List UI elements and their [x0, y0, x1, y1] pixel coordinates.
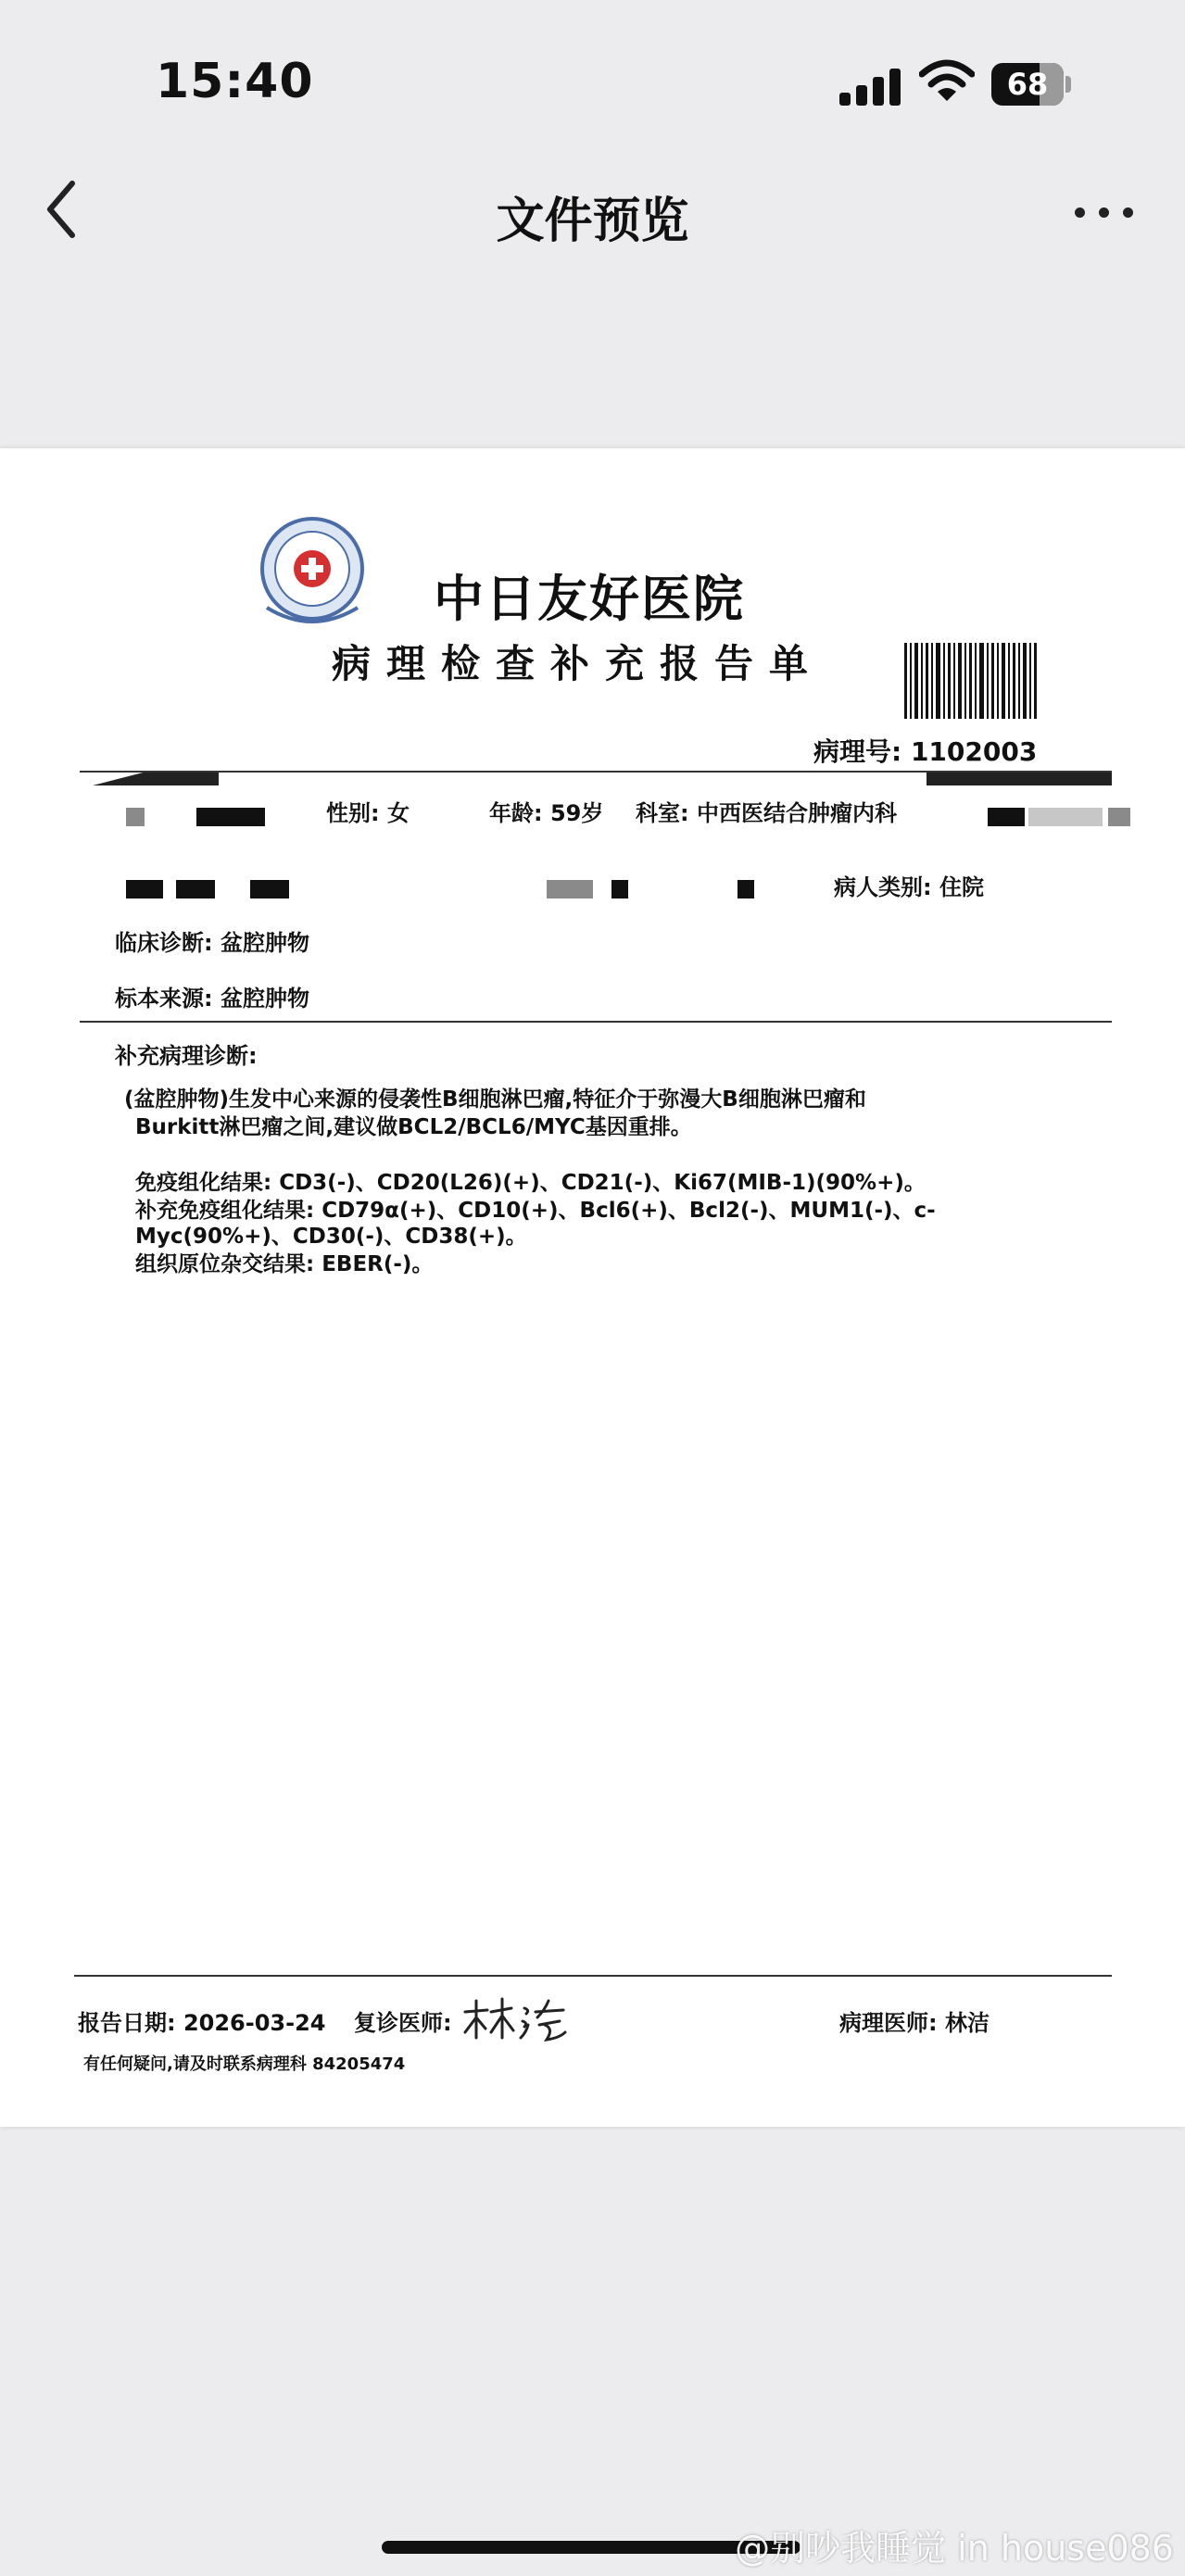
ihc-result: 免疫组化结果: CD3(-)、CD20(L26)(+)、CD21(-)、Ki67(MIB-1)(90%+)。: [135, 1171, 926, 1195]
status-time: 15:40: [156, 54, 314, 109]
redacted-info: [611, 880, 628, 898]
doctor-signature: [460, 1993, 571, 2043]
ish-result: 组织原位杂交结果: EBER(-)。: [135, 1252, 434, 1276]
diagnosis-line: Burkitt淋巴瘤之间,建议做BCL2/BCL6/MYC基因重排。: [135, 1115, 692, 1139]
redacted-name: [126, 808, 145, 826]
pathology-number: [813, 732, 1037, 769]
pathology-number-value: 1102003: [910, 736, 1038, 767]
supp-ihc-result: Myc(90%+)、CD30(-)、CD38(+)。: [135, 1225, 527, 1249]
more-options-icon[interactable]: [1071, 193, 1136, 230]
department-field: 科室: 中西医结合肿瘤内科: [636, 800, 897, 826]
age-field: 年龄: 59岁: [489, 800, 604, 826]
hospital-logo-icon: [254, 515, 371, 632]
redacted-info: [547, 880, 593, 898]
clinical-diagnosis-field: 临床诊断: 盆腔肿物: [115, 930, 309, 956]
redacted-name: [196, 808, 265, 826]
patient-type-field: 病人类别: 住院: [834, 874, 984, 900]
barcode: [904, 643, 1040, 719]
status-bar: [0, 0, 1185, 167]
redacted-info: [126, 880, 163, 898]
redacted-info: [1108, 808, 1130, 826]
supp-ihc-result: 补充免疫组化结果: CD79α(+)、CD10(+)、Bcl6(+)、Bcl2(-)、MUM1(-)、c-: [135, 1199, 936, 1223]
redacted-info: [737, 880, 754, 898]
battery-level: 68: [1006, 67, 1049, 102]
redacted-info: [250, 880, 289, 898]
redacted-info: [988, 808, 1025, 826]
document-preview: [0, 448, 1185, 2127]
pathologist: 病理医师: 林洁: [839, 2010, 990, 2036]
cellular-signal-icon: [839, 65, 901, 106]
page-title: 文件预览: [496, 194, 689, 249]
report-date: 报告日期: 2026-03-24: [78, 2010, 326, 2036]
hospital-name: 中日友好医院: [434, 570, 745, 628]
watermark: @别吵我睡觉 in house086: [735, 2528, 1174, 2569]
gender-field: 性别: 女: [326, 800, 410, 826]
review-doctor-label: 复诊医师:: [354, 2010, 452, 2036]
battery-icon: [991, 63, 1071, 106]
report-title: 病理检查补充报告单: [332, 641, 825, 686]
pathology-number-label: 病理号:: [813, 736, 902, 767]
redacted-info: [1028, 808, 1103, 826]
specimen-source-field: 标本来源: 盆腔肿物: [115, 986, 309, 1012]
diagnosis-line: (盆腔肿物)生发中心来源的侵袭性B细胞淋巴瘤,特征介于弥漫大B细胞淋巴瘤和: [124, 1087, 866, 1112]
supplementary-diagnosis-heading: 补充病理诊断:: [115, 1043, 258, 1069]
redacted-info: [176, 880, 215, 898]
footer-note: 有任何疑问,请及时联系病理科 84205474: [83, 2055, 406, 2074]
wifi-icon: [919, 57, 975, 104]
